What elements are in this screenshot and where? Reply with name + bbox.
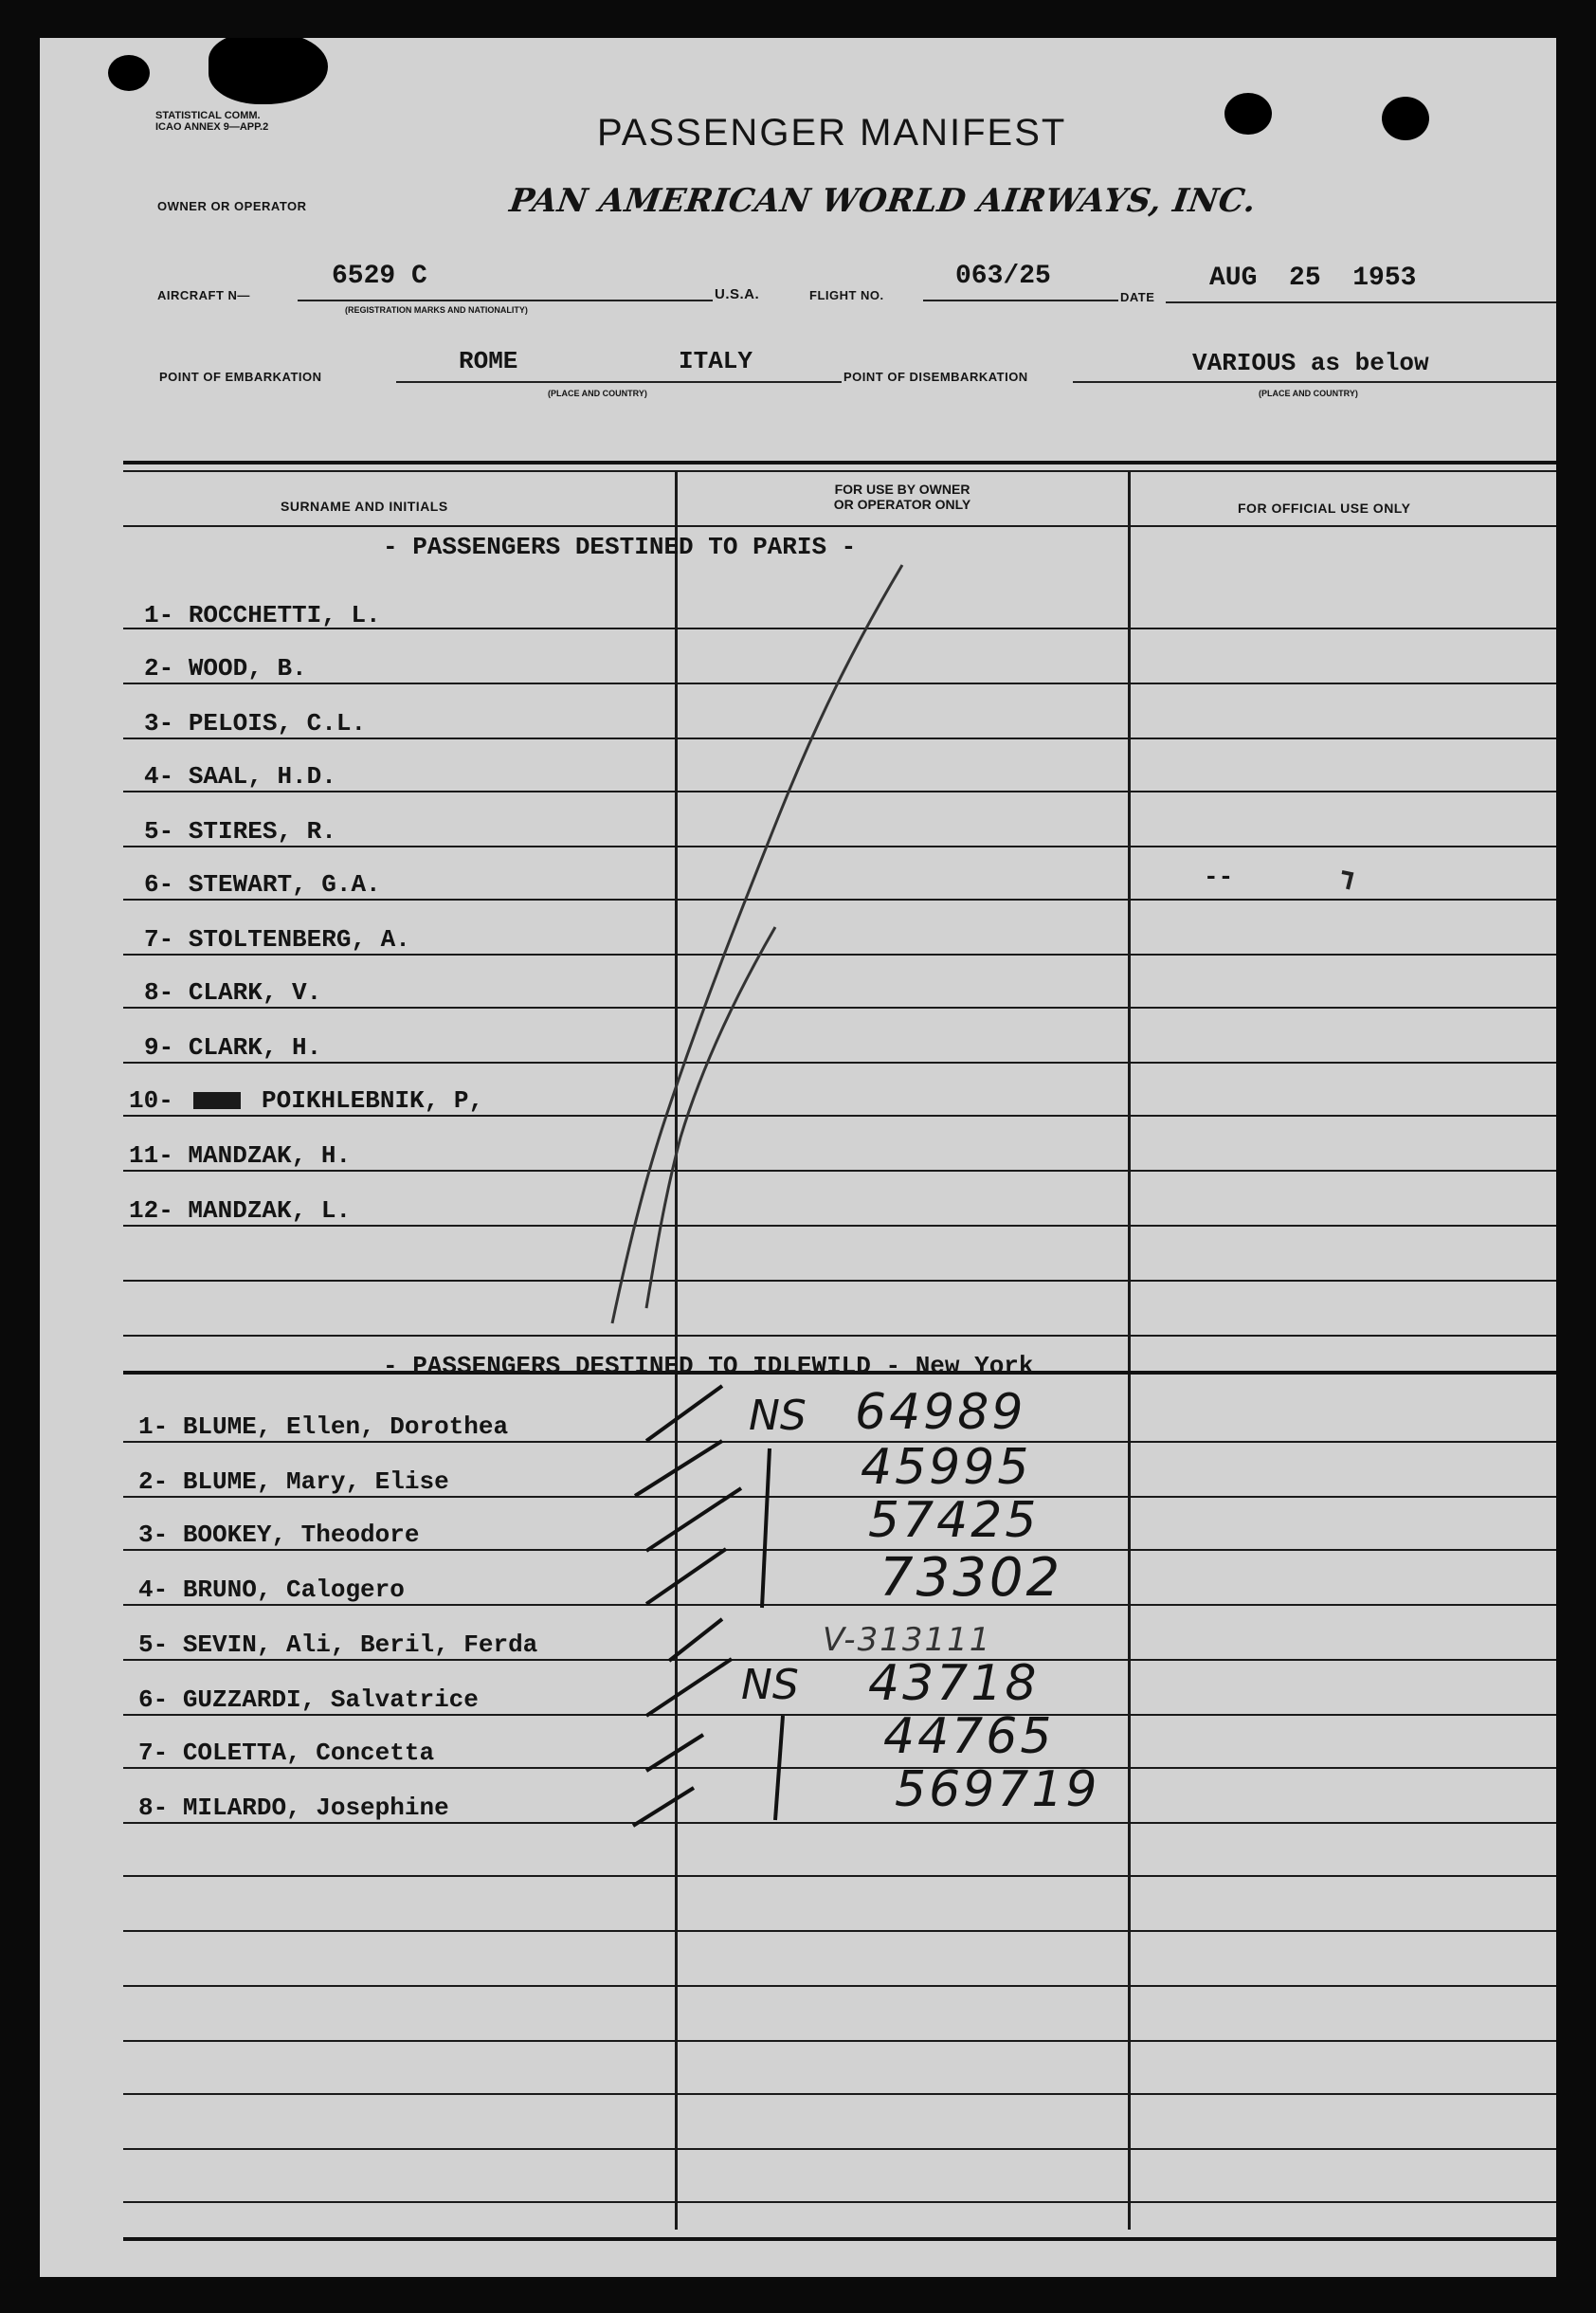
passenger-number: 6- bbox=[138, 1685, 169, 1714]
passenger-number: 1- bbox=[144, 601, 174, 629]
passenger-name: STOLTENBERG, A. bbox=[188, 925, 410, 954]
handwritten-number: 57425 bbox=[868, 1492, 1040, 1549]
tick-mark bbox=[646, 1386, 722, 1441]
passenger-name: GUZZARDI, Salvatrice bbox=[182, 1685, 479, 1714]
handwritten-number: 73302 bbox=[880, 1547, 1063, 1609]
section-heading-paris: - PASSENGERS DESTINED TO PARIS - bbox=[383, 533, 857, 561]
usa-label: U.S.A. bbox=[715, 286, 760, 302]
passenger-number: 10- bbox=[129, 1086, 173, 1115]
passenger-number: 4- bbox=[138, 1575, 169, 1604]
tick-mark bbox=[646, 1488, 741, 1551]
passenger-name: CLARK, H. bbox=[188, 1033, 322, 1062]
passenger-number: 8- bbox=[138, 1794, 169, 1822]
handwritten-number: 64989 bbox=[855, 1384, 1026, 1441]
passenger-number: 12- bbox=[129, 1196, 173, 1225]
passenger-name: STIRES, R. bbox=[188, 817, 336, 846]
handwritten-number: 45995 bbox=[861, 1439, 1032, 1496]
passenger-name: MANDZAK, H. bbox=[188, 1141, 352, 1170]
tick-mark bbox=[633, 1788, 694, 1826]
aircraft-value: 6529 C bbox=[332, 262, 427, 291]
aircraft-caption: (REGISTRATION MARKS AND NATIONALITY) bbox=[345, 305, 528, 315]
passenger-number: 2- bbox=[138, 1467, 169, 1496]
official-dash-mark: -- bbox=[1204, 863, 1234, 891]
passenger-number: 3- bbox=[144, 709, 174, 738]
passenger-name: BRUNO, Calogero bbox=[182, 1575, 405, 1604]
tick-mark bbox=[635, 1441, 722, 1496]
passenger-number: 5- bbox=[138, 1630, 169, 1659]
date-label: DATE bbox=[1120, 290, 1155, 304]
owner-use-line: FOR USE BY OWNER bbox=[834, 482, 970, 497]
embark-label: POINT OF EMBARKATION bbox=[159, 370, 322, 384]
passenger-number: 8- bbox=[144, 978, 174, 1007]
manifest-page bbox=[40, 38, 1556, 2277]
disembark-label: POINT OF DISEMBARKATION bbox=[843, 370, 1028, 384]
surname-column-header: SURNAME AND INITIALS bbox=[281, 499, 448, 514]
passenger-name: SEVIN, Ali, Beril, Ferda bbox=[182, 1630, 538, 1659]
disembark-caption: (PLACE AND COUNTRY) bbox=[1259, 389, 1358, 398]
corner-note-line: ICAO ANNEX 9—APP.2 bbox=[155, 121, 269, 133]
ns-mark: NS bbox=[749, 1392, 807, 1440]
passenger-number: 1- bbox=[138, 1412, 169, 1441]
tick-mark bbox=[646, 1549, 726, 1604]
passenger-number: 3- bbox=[138, 1521, 169, 1549]
section-heading-idlewild: - PASSENGERS DESTINED TO IDLEWILD - New York bbox=[383, 1352, 1034, 1380]
corner-note-line: STATISTICAL COMM. bbox=[155, 110, 261, 121]
handwritten-number: V-313111 bbox=[823, 1621, 992, 1659]
ditto-mark bbox=[775, 1716, 783, 1820]
tick-mark bbox=[646, 1735, 703, 1771]
pencil-stroke bbox=[612, 565, 902, 1323]
passenger-name: STEWART, G.A. bbox=[188, 870, 381, 899]
passenger-number: 5- bbox=[144, 817, 174, 846]
passenger-number: 2- bbox=[144, 654, 174, 683]
aircraft-label: AIRCRAFT N— bbox=[157, 288, 250, 302]
passenger-name: PELOIS, C.L. bbox=[188, 709, 367, 738]
disembark-value: VARIOUS as below bbox=[1192, 349, 1429, 377]
flight-label: FLIGHT NO. bbox=[809, 288, 884, 302]
flight-value: 063/25 bbox=[955, 262, 1051, 291]
handwritten-number: 44765 bbox=[883, 1708, 1055, 1765]
owner-use-line: OR OPERATOR ONLY bbox=[833, 497, 971, 512]
passenger-name: BLUME, Mary, Elise bbox=[182, 1467, 449, 1496]
passenger-name: MILARDO, Josephine bbox=[182, 1794, 449, 1822]
form-title: PASSENGER MANIFEST bbox=[597, 112, 1067, 154]
embark-city: ROME bbox=[459, 347, 518, 375]
passenger-number: 7- bbox=[138, 1739, 169, 1767]
passenger-name: MANDZAK, L. bbox=[188, 1196, 352, 1225]
embark-country: ITALY bbox=[679, 347, 753, 375]
ditto-mark bbox=[762, 1448, 770, 1608]
passenger-name: BLUME, Ellen, Dorothea bbox=[182, 1412, 509, 1441]
pencil-marks bbox=[40, 38, 1556, 2277]
handwritten-number: 569719 bbox=[895, 1761, 1100, 1818]
owner-value: PAN AMERICAN WORLD AIRWAYS, INC. bbox=[507, 182, 1259, 220]
tick-mark bbox=[669, 1619, 722, 1661]
passenger-name: POIKHLEBNIK, P, bbox=[262, 1086, 484, 1115]
passenger-number: 7- bbox=[144, 925, 174, 954]
handwritten-number: 43718 bbox=[868, 1655, 1040, 1712]
passenger-number: 9- bbox=[144, 1033, 174, 1062]
owner-label: OWNER OR OPERATOR bbox=[157, 199, 307, 213]
passenger-number: 6- bbox=[144, 870, 174, 899]
passenger-name: SAAL, H.D. bbox=[188, 762, 336, 791]
passenger-name: ROCCHETTI, L. bbox=[188, 601, 381, 629]
passenger-number: 11- bbox=[129, 1141, 173, 1170]
official-use-column-header: FOR OFFICIAL USE ONLY bbox=[1238, 501, 1411, 516]
ns-mark: NS bbox=[741, 1661, 799, 1709]
passenger-name: WOOD, B. bbox=[188, 654, 307, 683]
tick-mark bbox=[646, 1659, 732, 1716]
passenger-name: COLETTA, Concetta bbox=[182, 1739, 435, 1767]
embark-caption: (PLACE AND COUNTRY) bbox=[548, 389, 647, 398]
passenger-number: 4- bbox=[144, 762, 174, 791]
date-value: AUG 25 1953 bbox=[1209, 264, 1417, 293]
pencil-stroke bbox=[1342, 872, 1351, 889]
passenger-name: BOOKEY, Theodore bbox=[182, 1521, 420, 1549]
passenger-name: CLARK, V. bbox=[188, 978, 322, 1007]
